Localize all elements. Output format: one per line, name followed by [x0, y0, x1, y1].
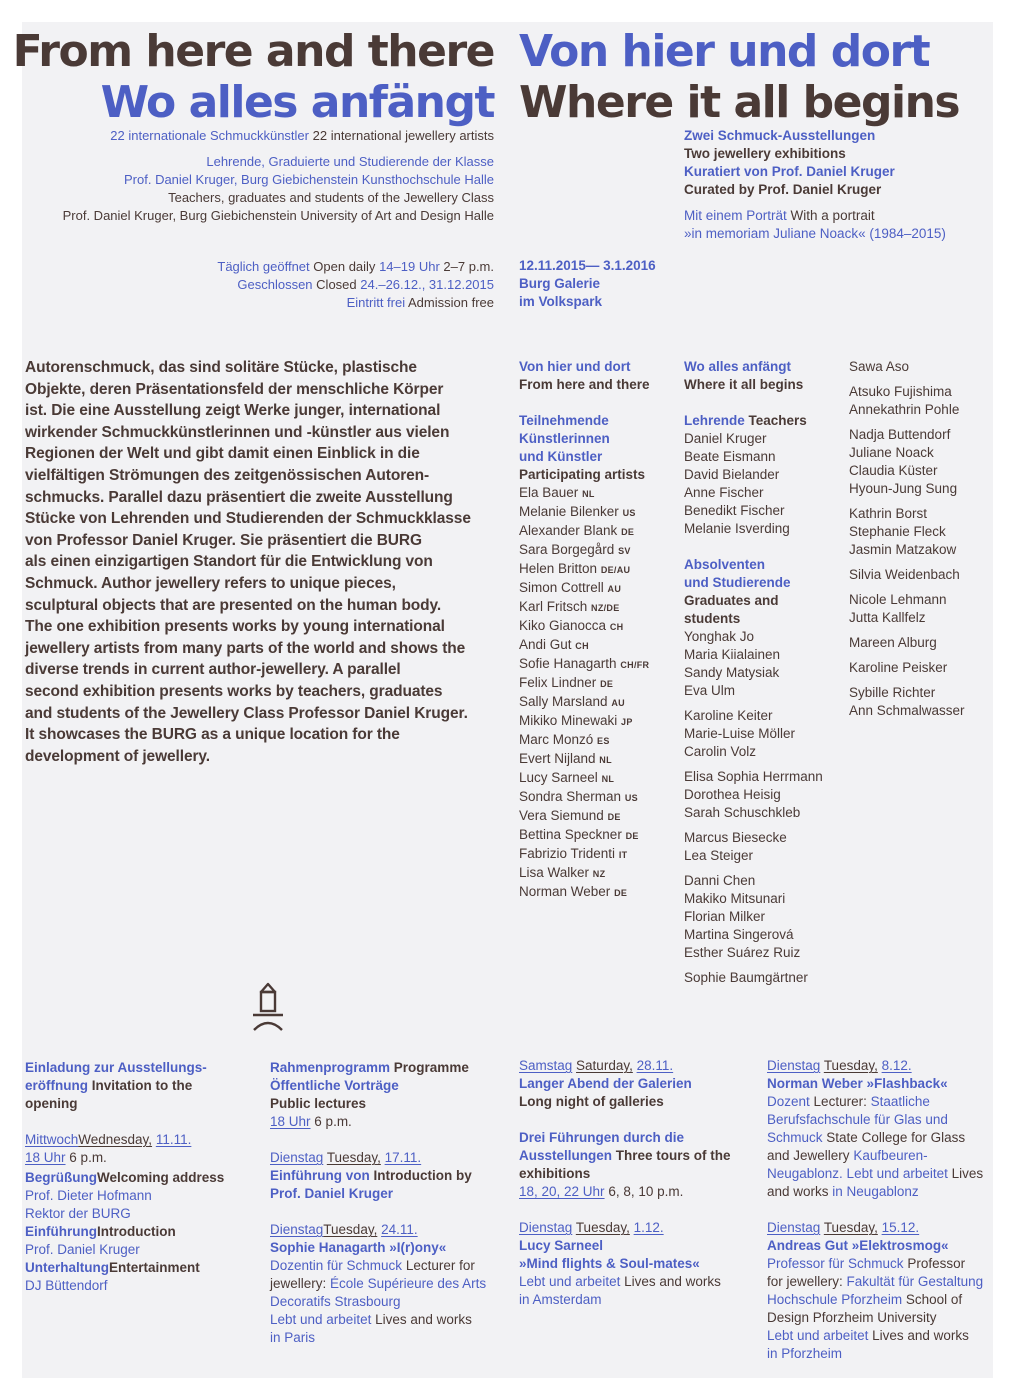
artist-item — [519, 845, 650, 864]
artist-item — [519, 484, 650, 503]
artist-item — [519, 636, 650, 655]
teacher-item: Daniel Kruger — [684, 431, 767, 446]
student-item: Nadja Buttendorf — [849, 427, 951, 442]
student-item: Marcus Biesecke — [684, 830, 787, 845]
student-item: Karoline Peisker — [849, 660, 948, 675]
artist-item — [519, 598, 650, 617]
student-item: Stephanie Fleck — [849, 524, 946, 539]
student-item: Jasmin Matzakow — [849, 542, 957, 557]
artist-name: Fabrizio Tridenti — [519, 846, 616, 861]
student-item: Kathrin Borst — [849, 506, 928, 521]
students-column — [849, 358, 965, 720]
artist-name: Marc Monzó — [519, 732, 594, 747]
student-item: Juliane Noack — [849, 445, 934, 460]
artist-country: NL — [582, 489, 595, 499]
december-events: Dienstag Tuesday, 8.12. Norman Weber »Flashback« Dozent Lecturer: Staatliche Berufsfachschule für Glas und Schmuck State College for Glass and Jewellery Kaufbeuren- Neugablonz. Lebt und arbeitet Lives and works in Neugablonz Dienstag Tuesday, 15.12. Andreas Gut »Elektrosmog« Professor für Schmuck Professor for jewellery: Fakultät für Gestaltung Hochschule Pforzheim School of Design Pforzheim University Lebt und arbeitet Lives and works in Pforzheim — [767, 1058, 984, 1361]
headline-left-1: From here and there — [12, 26, 494, 77]
artist-item — [519, 655, 650, 674]
programme-events: Rahmenprogramm Programme Öffentliche Vorträge Public lectures 18 Uhr 6 p.m. Dienstag Tuesday, 17.11. Einführung von Introduction by Prof. Daniel Kruger DienstagTuesday, 24.11. Sophie Hanagarth »I(r)ony« Dozentin für Schmuck Lecturer for jewellery: École Supérieure des Arts Decoratifs Strasbourg Lebt und arbeitet Lives and works in Paris — [270, 1060, 487, 1345]
left-info: 22 internationale Schmuckkünstler 22 international jewellery artists Lehrende, Graduierte und Studierende der Klasse Prof. Daniel Kruger, Burg Giebichenstein Kunsthochschule Halle Teachers, graduates and students of the Jewellery Class Prof. Daniel Kruger, Burg Giebichenstein University of Art and Design Halle Täglich geöffnet Open daily 14–19 Uhr 2–7 p.m. Geschlossen Closed 24.–26.12., 31.12.2015 Eintritt frei Admission free — [62, 128, 494, 310]
artist-name: Bettina Speckner — [519, 827, 622, 842]
artist-name: Lisa Walker — [519, 865, 590, 880]
artist-item — [519, 579, 650, 598]
headline-right-2: Where it all begins — [519, 77, 960, 128]
artist-name: Norman Weber — [519, 884, 611, 899]
student-item: Martina Singerová — [684, 927, 794, 942]
artist-list — [519, 484, 650, 902]
artist-item — [519, 731, 650, 750]
student-item: Silvia Weidenbach — [849, 567, 960, 582]
student-item: Hyoun-Jung Sung — [849, 481, 958, 496]
artist-item — [519, 883, 650, 902]
artist-item — [519, 712, 650, 731]
student-item: Carolin Volz — [684, 744, 757, 759]
student-item: Yonghak Jo — [684, 629, 755, 644]
artist-name: Sofie Hanagarth — [519, 656, 617, 671]
graduate-list — [684, 628, 823, 987]
artist-item — [519, 693, 650, 712]
student-item: Maria Kiialainen — [684, 647, 781, 662]
student-item: Mareen Alburg — [849, 635, 937, 650]
artist-country: CH/FR — [620, 660, 650, 670]
student-item: Esther Suárez Ruiz — [684, 945, 801, 960]
student-item: Florian Milker — [684, 909, 766, 924]
artist-country: NZ — [592, 869, 606, 879]
artist-name: Ela Bauer — [519, 485, 579, 500]
student-item: Sybille Richter — [849, 685, 936, 700]
student-item: Sawa Aso — [849, 359, 910, 374]
headline-right-1: Von hier und dort — [519, 26, 930, 77]
student-item: Nicole Lehmann — [849, 592, 947, 607]
right-info: Zwei Schmuck-Ausstellungen Two jewellery exhibitions Kuratiert von Prof. Daniel Kruger Curated by Prof. Daniel Kruger Mit einem Porträt With a portrait »in memoriam Juliane Noack« (1984–2015) — [684, 128, 946, 241]
artist-country: DE — [614, 888, 628, 898]
artist-item — [519, 541, 650, 560]
teacher-item: Beate Eismann — [684, 449, 776, 464]
artist-name: Felix Lindner — [519, 675, 597, 690]
student-item: Dorothea Heisig — [684, 787, 781, 802]
student-item: Jutta Kallfelz — [849, 610, 926, 625]
artist-item — [519, 674, 650, 693]
intro-text: Autorenschmuck, das sind solitäre Stücke, plastische Objekte, deren Präsentationsfeld der menschliche Körper ist. Die eine Ausstellung zeigt Werke junger, international wirkender Schmuckkünstlerinnen und -künstler aus vielen Regionen der Welt und gibt damit einen Einblick in die vielfältigen Strömungen des zeitgenössischen Autoren- schmucks. Parallel dazu präsentiert die zweite Ausstellung Stücke von Lehrenden und Studierenden der Schmuckklasse von Professor Daniel Kruger. Sie präsentiert die BURG als einen einzigartigen Standort für die Entwicklung von Schmuck. Author jewellery refers to unique pieces, sculptural objects that are presented on the human body. The one exhibition presents works by young international jewellery artists from many parts of the world and shows the diverse trends in current author-jewellery. A parallel second exhibition presents works by teachers, graduates and students of the Jewellery Class Professor Daniel Kruger. It showcases the BURG as a unique location for the development of jewellery. — [25, 359, 471, 765]
artist-item — [519, 750, 650, 769]
participating-artists-column: Von hier und dort From here and there Teilnehmende Künstlerinnen und Künstler Participating artists Ela Bauer NL Melanie Bilenker US Alexander Blank DE Sara Borgegård SV Helen Britton DE/AU Simon Cottrell AU Karl Fritsch NZ/DE Kiko Gianocca CH Andi Gut CH Sofie Hanagarth CH/FR Felix Lindner DE Sally Marsland AU Mikiko Minewaki JP Marc Monzó ES Evert Nijland NL Lucy Sarneel NL Sondra Sherman US Vera Siemund DE Bettina Speckner DE Fabrizio Tridenti IT Lisa Walker NZ Norman Weber DE — [519, 358, 650, 902]
artist-country: US — [622, 508, 636, 518]
teacher-item: David Bielander — [684, 467, 780, 482]
student-item: Elisa Sophia Herrmann — [684, 769, 823, 784]
teacher-item: Benedikt Fischer — [684, 503, 785, 518]
student-item: Marie-Luise Möller — [684, 726, 796, 741]
artist-item — [519, 769, 650, 788]
tower-logo-icon — [250, 982, 286, 1034]
artist-name: Melanie Bilenker — [519, 504, 619, 519]
artist-country: NL — [601, 774, 615, 784]
artist-name: Sondra Sherman — [519, 789, 622, 804]
student-item: Annekathrin Pohle — [849, 402, 960, 417]
student-item: Sarah Schuschkleb — [684, 805, 801, 820]
artist-name: Evert Nijland — [519, 751, 596, 766]
artist-country: DE — [600, 679, 614, 689]
artist-item — [519, 788, 650, 807]
artist-name: Lucy Sarneel — [519, 770, 598, 785]
artist-country: DE/AU — [600, 565, 631, 575]
artist-name: Andi Gut — [519, 637, 572, 652]
artist-country: DE — [621, 527, 635, 537]
artist-country: NZ/DE — [591, 603, 620, 613]
student-item: Makiko Mitsunari — [684, 891, 786, 906]
artist-name: Helen Britton — [519, 561, 598, 576]
artist-item — [519, 826, 650, 845]
teacher-item: Anne Fischer — [684, 485, 764, 500]
artist-country: DE — [625, 831, 639, 841]
artist-country: AU — [607, 584, 622, 594]
artist-country: US — [624, 793, 638, 803]
artist-country: CH — [609, 622, 624, 632]
artist-country: DE — [607, 812, 621, 822]
student-item: Sandy Matysiak — [684, 665, 780, 680]
saturday-events: Samstag Saturday, 28.11. Langer Abend der Galerien Long night of galleries Drei Führungen durch die Ausstellungen Three tours of the exhibitions 18, 20, 22 Uhr 6, 8, 10 p.m. Dienstag Tuesday, 1.12. Lucy Sarneel »Mind flights & Soul-mates« Lebt und arbeitet Lives and works in Amsterdam — [519, 1058, 731, 1307]
artist-country: JP — [621, 717, 633, 727]
artist-name: Simon Cottrell — [519, 580, 604, 595]
student-list — [849, 358, 965, 720]
artist-name: Kiko Gianocca — [519, 618, 607, 633]
teachers-students-column: Wo alles anfängt Where it all begins Lehrende Teachers Daniel Kruger Beate Eismann David Bielander Anne Fischer Benedikt Fischer Melanie Isverding Absolventen und Studierende Graduates and students Yonghak Jo Maria Kiialainen Sandy Matysiak Eva Ulm Karoline Keiter Marie-Luise Möller Carolin Volz Elisa Sophia Herrmann Dorothea Heisig Sarah Schuschkleb Marcus Biesecke Lea Steiger Danni Chen Makiko Mitsunari Florian Milker Martina Singerová Esther Suárez Ruiz Sophie Baumgärtner — [684, 359, 823, 985]
artist-country: IT — [618, 850, 628, 860]
headline-left-2: Wo alles anfängt — [100, 77, 494, 128]
artist-country: NL — [599, 755, 612, 765]
student-item: Karoline Keiter — [684, 708, 773, 723]
student-item: Sophie Baumgärtner — [684, 970, 808, 985]
student-item: Lea Steiger — [684, 848, 754, 863]
artist-name: Sally Marsland — [519, 694, 608, 709]
student-item: Claudia Küster — [849, 463, 938, 478]
artist-name: Mikiko Minewaki — [519, 713, 618, 728]
exhibition-dates: 12.11.2015— 3.1.2016 Burg Galerie im Volkspark — [519, 258, 656, 309]
student-item: Eva Ulm — [684, 683, 736, 698]
artist-item — [519, 864, 650, 883]
artist-name: Karl Fritsch — [519, 599, 588, 614]
artist-item — [519, 617, 650, 636]
artist-name: Alexander Blank — [519, 523, 618, 538]
teacher-list — [684, 430, 823, 538]
student-item: Ann Schmalwasser — [849, 703, 965, 718]
student-item: Danni Chen — [684, 873, 756, 888]
artist-item — [519, 560, 650, 579]
artist-item — [519, 807, 650, 826]
artist-country: AU — [611, 698, 625, 708]
artist-country: CH — [575, 641, 589, 651]
artist-item — [519, 503, 650, 522]
artist-item — [519, 522, 650, 541]
artist-country: ES — [597, 736, 610, 746]
teacher-item: Melanie Isverding — [684, 521, 790, 536]
artist-name: Vera Siemund — [519, 808, 604, 823]
opening-event: Einladung zur Ausstellungs- eröffnung Invitation to the opening MittwochWednesday, 11.11. 18 Uhr 6 p.m. BegrüßungWelcoming address Prof. Dieter Hofmann Rektor der BURG EinführungIntroduction Prof. Daniel Kruger UnterhaltungEntertainment DJ Büttendorf — [25, 1060, 225, 1293]
student-item: Atsuko Fujishima — [849, 384, 952, 399]
artist-country: SV — [618, 546, 631, 556]
artist-name: Sara Borgegård — [519, 542, 615, 557]
